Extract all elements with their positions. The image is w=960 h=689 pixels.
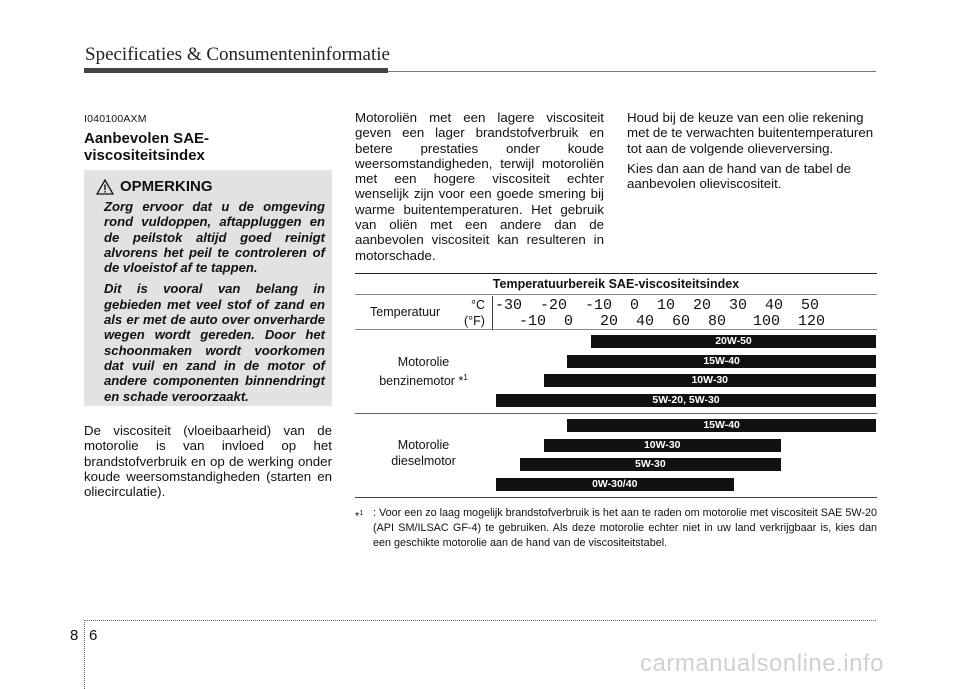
- temperature-divider: [492, 296, 493, 330]
- footnote: [355, 506, 877, 551]
- page-number-hline: [84, 620, 876, 621]
- petrol-bar-20w-50: 20W-50: [591, 335, 876, 348]
- footnote-star: *: [355, 510, 360, 523]
- left-body-text: De viscositeit (vloeibaarheid) van de motorolie is van invloed op het brandstofverbruik en op de werking onder koude weersomstandigheden (starten en oliecirculatie).: [84, 423, 332, 500]
- diesel-label-line-2: dieselmotor: [391, 454, 456, 468]
- petrol-engine-label: [355, 354, 492, 389]
- footnote-number: 1: [359, 510, 364, 517]
- diesel-engine-label: [355, 437, 492, 469]
- petrol-footnote-ref: 1: [463, 373, 468, 382]
- note-paragraph-1: Zorg ervoor dat u de omgeving rond vuldoppen, aftappluggen en de peilstok altijd goed reinigt alvorens het peil te controleren of de vloeistof af te tappen.: [104, 199, 325, 276]
- header-bar: [84, 68, 388, 73]
- petrol-bar-15w-40: 15W-40: [567, 355, 876, 368]
- petrol-label-line-1: Motorolie: [397, 355, 450, 369]
- note-title: OPMERKING: [120, 178, 213, 195]
- diesel-bar-15w-40: 15W-40: [567, 419, 876, 432]
- petrol-bar-5w-20-5w-30: 5W-20, 5W-30: [496, 394, 876, 407]
- warning-triangle-icon: [96, 179, 114, 195]
- diesel-label-line-1: Motorolie: [397, 438, 450, 452]
- petrol-label-text: benzinemotor *: [379, 374, 464, 389]
- section-divider: [355, 413, 877, 414]
- note-paragraph-2: Dit is vooral van belang in gebieden met veel stof of zand en als er met de auto over onverharde wegen wordt gereden. Door het schoonmaken wordt voorkomen dat vuil en zand in de motor of andere componenten binnendringt en schade veroorzaakt.: [104, 281, 325, 404]
- table-title: Temperatuurbereik SAE-viscositeitsindex: [355, 274, 877, 295]
- middle-body-text: Motoroliën met een lagere viscositeit geven een lager brandstofverbruik en betere prestaties onder koude weersomstandigheden, terwijl motoroliën met een hogere viscositeit echter wenselijk zijn voor een goede smering bij warme buitentemperaturen. Het gebruik van oliën met een andere dan de aanbevolen viscositeit kan resulteren in motorschade.: [355, 110, 604, 263]
- right-paragraph-2: Kies dan aan de hand van de tabel de aanbevolen olieviscositeit.: [627, 160, 852, 192]
- celsius-ticks: -30 -20 -10 0 10 20 30 40 50: [495, 297, 820, 314]
- fahrenheit-ticks: -10 0 20 40 60 80 100 120: [519, 313, 826, 330]
- watermark: carmanualsonline.info: [640, 650, 884, 677]
- page-header-title: Specificaties & Consumenteninformatie: [85, 44, 390, 65]
- petrol-label-line-2: [355, 370, 492, 389]
- petrol-bar-10w-30: 10W-30: [544, 374, 877, 387]
- page-number: 6: [89, 627, 98, 644]
- temperature-label: Temperatuur: [370, 305, 441, 319]
- diesel-bar-0w-30-40: 0W-30/40: [496, 478, 734, 491]
- note-box: [84, 170, 332, 406]
- footnote-text: : Voor een zo laag mogelijk brandstofverbruik is het aan te raden om motorolie met viscositeit SAE 5W-20 (API SM/ILSAC GF-4) te gebruiken. Als deze motorolie echter niet in uw land verkrijgbaar is, kies dan een geschikte motorolie aan de hand van de viscositeitstabel.: [373, 507, 877, 549]
- footnote-mark: [355, 506, 363, 525]
- page-chapter: 8: [70, 627, 79, 644]
- diesel-bar-5w-30: 5W-30: [520, 458, 781, 471]
- unit-celsius: °C: [471, 298, 486, 312]
- note-header: [96, 178, 325, 195]
- diesel-bar-10w-30: 10W-30: [544, 439, 782, 452]
- page-number-vline: [84, 620, 85, 689]
- unit-fahrenheit: (°F): [464, 314, 485, 328]
- right-paragraph-1: Houd bij de keuze van een olie rekening met de te verwachten buitentemperaturen tot aan de volgende olieverversing.: [627, 110, 874, 156]
- right-body: [627, 110, 877, 196]
- temperature-row: [355, 296, 877, 330]
- section-title: Aanbevolen SAE-viscositeitsindex: [84, 130, 210, 164]
- doc-code: I040100AXM: [84, 113, 147, 125]
- viscosity-table: [355, 273, 877, 498]
- header-rule: [388, 71, 876, 72]
